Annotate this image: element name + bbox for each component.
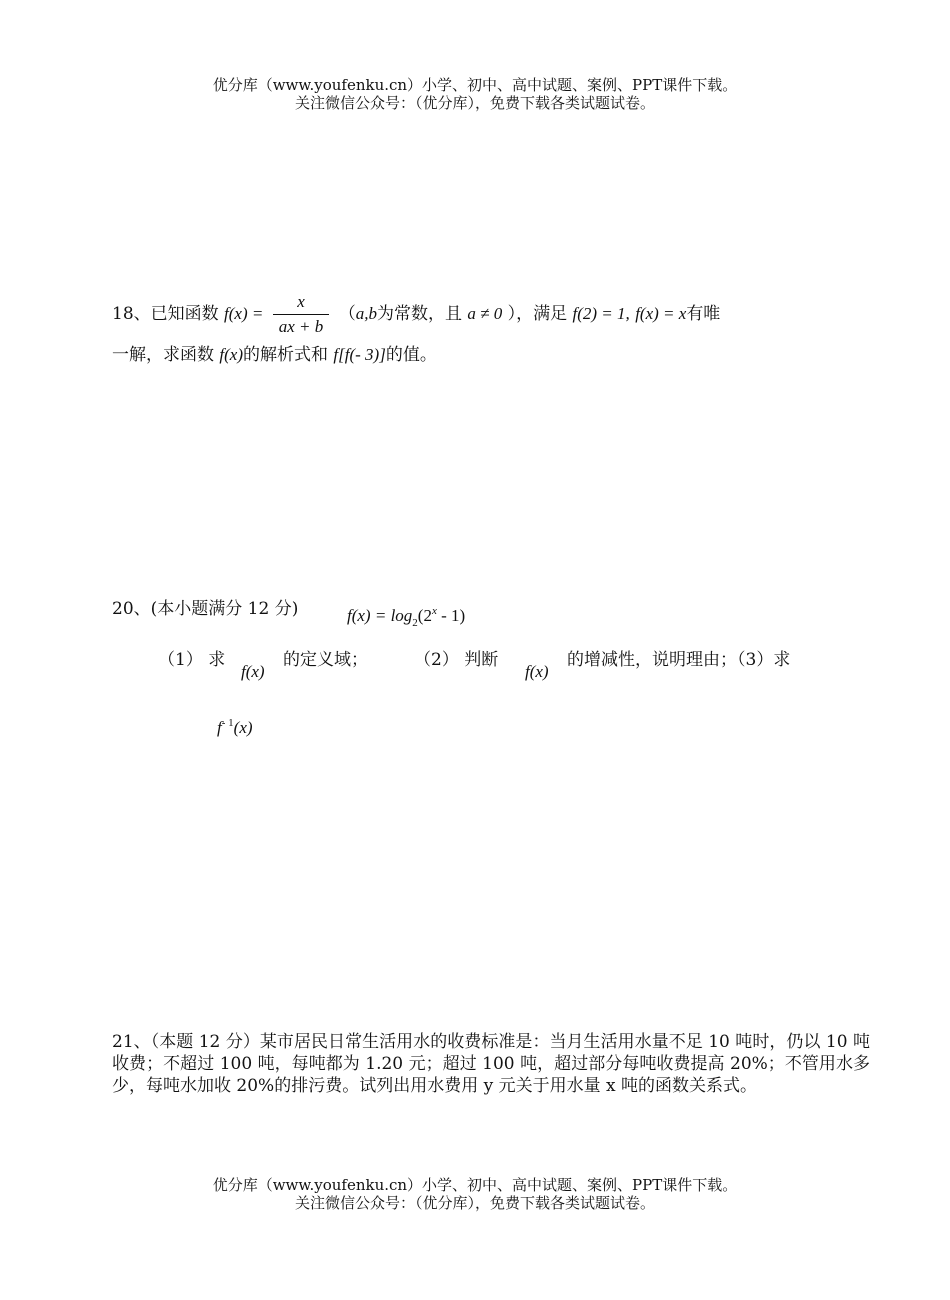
q20-inv-sup: - 1 — [221, 717, 234, 729]
q20-inverse-function — [217, 716, 253, 742]
page-footer — [0, 1176, 950, 1212]
q20-part-1-end: 的定义域； — [283, 650, 368, 670]
q18-line-2 — [112, 343, 437, 367]
q18-paren-close: ），满足 — [507, 304, 568, 324]
q20-formula-right: - 1) — [436, 606, 466, 625]
q20-part-2-end: 的增减性，说明理由；（3）求 — [567, 650, 791, 670]
q20-formula-mid: (2 — [417, 606, 432, 625]
q18-line-1 — [112, 288, 720, 340]
q20-formula — [347, 604, 465, 630]
q18-fraction-denominator: ax + b — [278, 317, 324, 336]
footer-line-2: 关注微信公众号：（优分库），免费下载各类试题试卷。 — [294, 1194, 655, 1212]
q18-prefix: 18、已知函数 — [112, 304, 219, 324]
q18-ab: a,b — [355, 304, 377, 323]
q18-fraction — [273, 290, 330, 339]
q20-formula-left: f(x) = log — [347, 606, 413, 625]
footer-line-1: 优分库（www.youfenku.cn）小学、初中、高中试题、案例、PPT课件下载。 — [212, 1176, 738, 1194]
q18-fraction-numerator: x — [273, 290, 330, 315]
q18-mid-text: 的解析式和 — [243, 345, 328, 365]
q20-inv-f: f — [217, 718, 222, 737]
q18-const-text: 为常数，且 — [376, 304, 462, 324]
q18-ff3: f[f(- 3)] — [333, 345, 386, 364]
q18-paren-open: （ — [338, 304, 356, 324]
q18-a-neq: a ≠ 0 — [467, 304, 503, 323]
q18-f2: f(2) = 1, — [572, 304, 630, 323]
q20-part-1-label: （1） 求 — [158, 650, 226, 670]
q18-fxx: f(x) = x — [635, 304, 687, 323]
q20-inv-x: (x) — [233, 718, 253, 737]
q18-line2-text: 一解，求函数 — [112, 345, 214, 365]
q20-prefix: 20、(本小题满分 12 分) — [112, 599, 299, 619]
q20-fx-b: f(x) — [525, 662, 549, 681]
question-21: 21、（本题 12 分）某市居民日常生活用水的收费标准是：当月生活用水量不足 10 吨时，仍以 10 吨收费；不超过 100 吨，每吨都为 1.20 元；超过 100 吨，超过部分每吨收费提高 20%；不管用水多少，每吨水加收 20%的排污费。试列出用水费用 y 元关于用水量 x 吨的函数关系式。 — [112, 1032, 870, 1096]
page-header — [0, 76, 950, 112]
q18-end-text: 的值。 — [385, 345, 437, 365]
q18-fx: f(x) = — [224, 304, 264, 323]
header-line-1: 优分库（www.youfenku.cn）小学、初中、高中试题、案例、PPT课件下载。 — [212, 76, 738, 94]
q18-fx-2: f(x) — [219, 345, 243, 364]
header-line-2: 关注微信公众号：（优分库），免费下载各类试题试卷。 — [294, 94, 655, 112]
q20-formula-sup: x — [431, 605, 437, 617]
q20-formula-sub: 2 — [412, 617, 418, 629]
q20-fx-a: f(x) — [241, 662, 265, 681]
q20-part-2-label: （2） 判断 — [414, 650, 499, 670]
q18-unique: 有唯 — [686, 304, 721, 324]
